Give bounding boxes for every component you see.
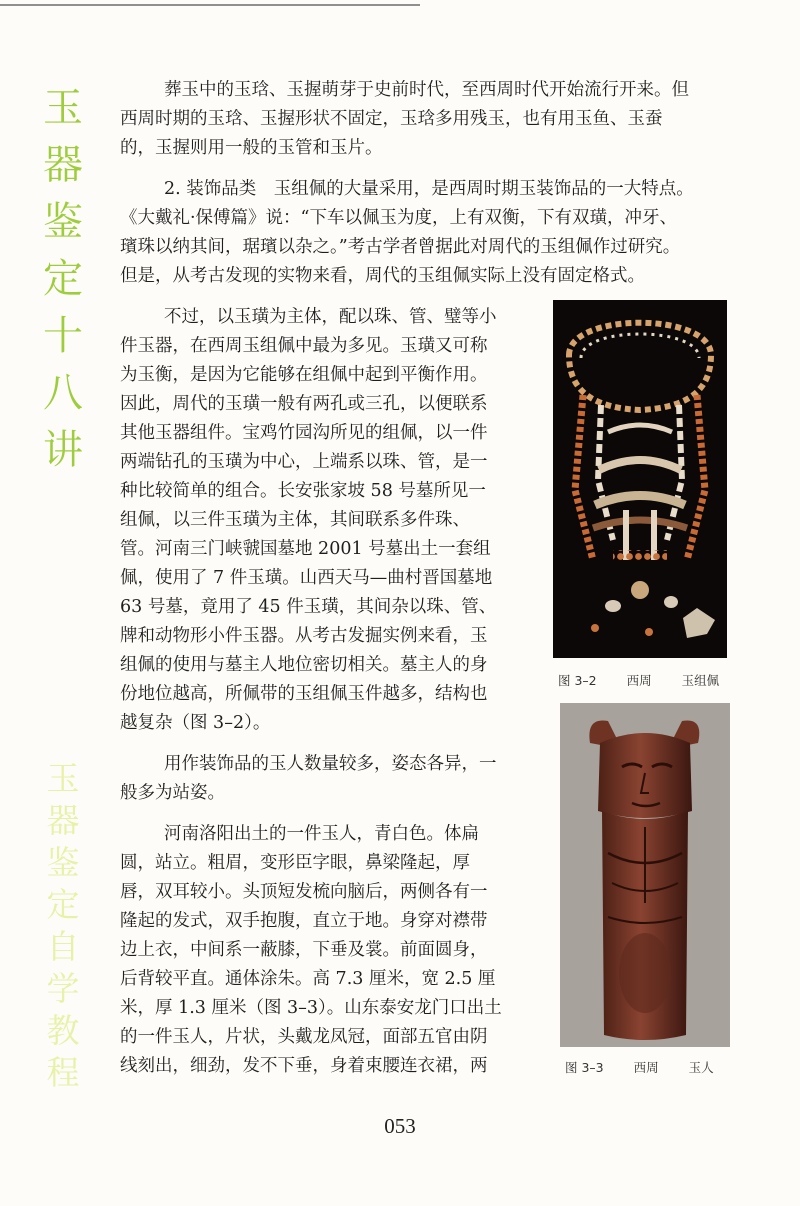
text-line: 葬玉中的玉琀、玉握萌芽于史前时代，至西周时代开始流行开来。但: [164, 80, 689, 100]
paragraph-burial-jade: [120, 76, 716, 163]
side-series-char: 学: [46, 969, 80, 1008]
side-title-char: 定: [43, 256, 83, 302]
text-line: 件玉器，在西周玉组佩中最为多见。玉璜又可称: [120, 336, 488, 356]
figure-name: 玉人: [688, 1060, 714, 1075]
jade-figure-illustration: [560, 703, 730, 1047]
jade-pendant-photo: [553, 300, 727, 658]
text-line: 其他玉器组件。宝鸡竹园沟所见的组佩，以一件: [120, 423, 488, 443]
text-line: 越复杂（图 3–2）。: [120, 713, 271, 733]
text-line: 因此，周代的玉璜一般有两孔或三孔，以便联系: [120, 394, 488, 414]
text-line: 《大戴礼·保傅篇》说：“下车以佩玉为度，上有双衡，下有双璜，冲牙、: [120, 208, 678, 228]
side-title-char: 器: [43, 142, 83, 188]
text-line: 般多为站姿。: [120, 783, 225, 803]
jade-figure-photo: [560, 703, 730, 1047]
text-line: 牌和动物形小件玉器。从考古发掘实例来看，玉: [120, 626, 488, 646]
side-series-char: 自: [46, 927, 80, 966]
text-line: 用作装饰品的玉人数量较多，姿态各异，一: [164, 754, 497, 774]
text-line: 63 号墓，竟用了 45 件玉璜，其间杂以珠、管、: [120, 597, 497, 617]
text-line: 两端钻孔的玉璜为中心，上端系以珠、管，是一: [120, 452, 488, 472]
figure-period: 西周: [626, 673, 652, 688]
figure-period: 西周: [633, 1060, 659, 1075]
text-line: 2. 装饰品类 玉组佩的大量采用，是西周时期玉装饰品的一大特点。: [164, 179, 694, 199]
text-line: 管。河南三门峡虢国墓地 2001 号墓出土一套组: [120, 539, 491, 559]
text-line: 份地位越高，所佩带的玉组佩玉件越多，结构也: [120, 684, 488, 704]
top-border-line: [0, 4, 420, 6]
side-series-char: 器: [46, 801, 80, 840]
text-line: 璸珠以纳其间，琚璸以杂之。”考古学者曾据此对周代的玉组佩作过研究。: [120, 237, 681, 257]
text-line: 线刻出，细劲，发不下垂，身着束腰连衣裙，两: [120, 1056, 488, 1076]
paragraph-jade-pendant: [120, 303, 535, 738]
text-line: 组佩，以三件玉璜为主体，其间联系多件珠、: [120, 510, 470, 530]
text-line: 不过，以玉璜为主体，配以珠、管、璧等小: [164, 307, 497, 327]
side-series-title: [38, 759, 88, 1098]
text-line: 组佩的使用与墓主人地位密切相关。墓主人的身: [120, 655, 488, 675]
jade-pendant-illustration: [553, 300, 727, 658]
text-line: 为玉衡，是因为它能够在组佩中起到平衡作用。: [120, 365, 488, 385]
text-line: 圆，站立。粗眉，变形臣字眼，鼻梁隆起，厚: [120, 853, 470, 873]
text-line: 种比较简单的组合。长安张家坡 58 号墓所见一: [120, 481, 486, 501]
side-title-char: 八: [43, 370, 83, 416]
text-line: 后背较平直。通体涂朱。高 7.3 厘米，宽 2.5 厘: [120, 969, 496, 989]
side-series-char: 程: [46, 1053, 80, 1092]
text-line: 西周时期的玉琀、玉握形状不固定，玉琀多用残玉，也有用玉鱼、玉蚕: [120, 109, 663, 129]
text-line: 的，玉握则用一般的玉管和玉片。: [120, 138, 383, 158]
page-number: 053: [384, 1114, 416, 1138]
paragraph-jade-figures: [120, 750, 535, 808]
side-series-char: 玉: [46, 759, 80, 798]
paragraph-luoyang-figure: [120, 820, 535, 1081]
side-title-char: 鉴: [43, 199, 83, 245]
text-line: 边上衣，中间系一蔽膝，下垂及裳。前面圆身，: [120, 940, 488, 960]
side-book-title: [38, 85, 88, 487]
figure-name: 玉组佩: [681, 673, 720, 688]
text-line: 米，厚 1.3 厘米（图 3–3）。山东泰安龙门口出土: [120, 998, 502, 1018]
figure-caption: [565, 1058, 714, 1076]
text-line: 的一件玉人，片状，头戴龙凤冠，面部五官由阴: [120, 1027, 488, 1047]
figure-label: 图 3–3: [565, 1060, 604, 1075]
paragraph-ornaments: [120, 175, 716, 291]
side-series-char: 教: [46, 1011, 80, 1050]
side-series-char: 鉴: [46, 843, 80, 882]
text-line: 佩，使用了 7 件玉璜。山西天马—曲村晋国墓地: [120, 568, 493, 588]
figure-label: 图 3–2: [558, 673, 597, 688]
text-line: 唇，双耳较小。头顶短发梳向脑后，两侧各有一: [120, 882, 488, 902]
figure-caption: [558, 671, 719, 689]
side-title-char: 玉: [43, 85, 83, 131]
side-title-char: 十: [43, 313, 83, 359]
text-line: 隆起的发式，双手抱腹，直立于地。身穿对襟带: [120, 911, 488, 931]
side-series-char: 定: [46, 885, 80, 924]
text-line: 河南洛阳出土的一件玉人，青白色。体扁: [164, 824, 479, 844]
text-line: 但是，从考古发现的实物来看，周代的玉组佩实际上没有固定格式。: [120, 266, 645, 286]
side-title-char: 讲: [43, 427, 83, 473]
